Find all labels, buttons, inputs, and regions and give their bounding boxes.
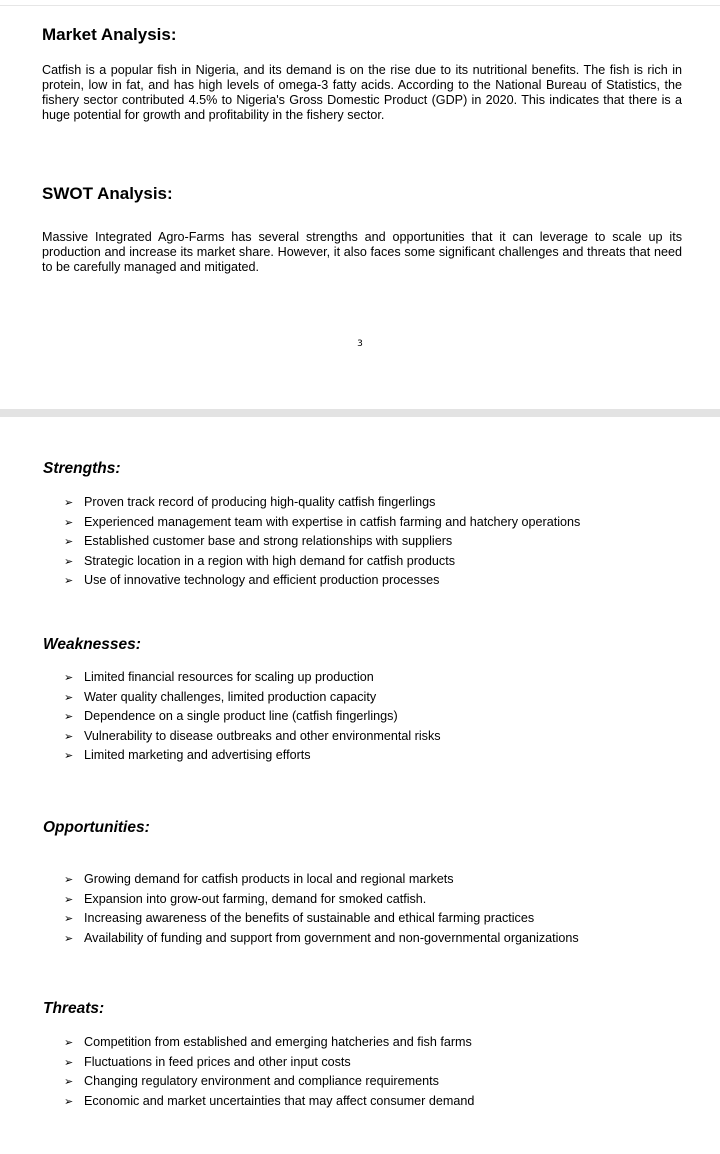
list-item-text: Established customer base and strong relationships with suppliers [84, 534, 453, 549]
list-item [64, 688, 441, 708]
list-item [64, 929, 579, 949]
list-item [64, 668, 441, 688]
list-item-text: Changing regulatory environment and compliance requirements [84, 1074, 439, 1089]
document-page-4 [0, 417, 720, 1154]
list-item [64, 1053, 474, 1073]
arrow-bullet-icon: ➢ [64, 1055, 74, 1069]
opportunities-list [64, 870, 579, 948]
arrow-bullet-icon: ➢ [64, 535, 74, 549]
threats-heading: Threats: [43, 1000, 105, 1017]
arrow-bullet-icon: ➢ [64, 710, 74, 724]
weaknesses-heading: Weaknesses: [43, 636, 141, 653]
market-analysis-heading: Market Analysis: [42, 25, 177, 44]
list-item [64, 571, 580, 591]
arrow-bullet-icon: ➢ [64, 496, 74, 509]
list-item [64, 870, 579, 890]
list-item-text: Limited financial resources for scaling up production [84, 670, 374, 684]
list-item [64, 532, 580, 552]
arrow-bullet-icon: ➢ [64, 574, 74, 588]
swot-analysis-heading: SWOT Analysis: [42, 184, 173, 203]
arrow-bullet-icon: ➢ [64, 690, 74, 704]
list-item [64, 727, 441, 747]
list-item [64, 493, 580, 513]
list-item [64, 909, 579, 929]
market-analysis-paragraph: Catfish is a popular fish in Nigeria, and its demand is on the rise due to its nutritional benefits. The fish is rich in protein, low in fat, and has high levels of omega-3 fatty acids. According to the National Bureau of Statistics, the fishery sector contributed 4.5% to Nigeria's Gross Domestic Product (GDP) in 2020. This indicates that there is a huge potential for growth and profitability in the fishery sector. [42, 63, 682, 122]
document-page-3 [0, 6, 720, 409]
list-item-text: Economic and market uncertainties that may affect consumer demand [84, 1093, 475, 1108]
list-item [64, 746, 441, 766]
strengths-heading: Strengths: [43, 460, 121, 477]
arrow-bullet-icon: ➢ [64, 1094, 74, 1108]
arrow-bullet-icon: ➢ [64, 931, 74, 945]
list-item-text: Limited marketing and advertising efforts [84, 748, 311, 763]
arrow-bullet-icon: ➢ [64, 873, 74, 886]
list-item [64, 1092, 474, 1112]
arrow-bullet-icon: ➢ [64, 749, 74, 763]
opportunities-heading: Opportunities: [43, 819, 150, 836]
list-item-text: Experienced management team with expertise in catfish farming and hatchery operations [84, 514, 581, 529]
arrow-bullet-icon: ➢ [64, 671, 74, 684]
threats-list [64, 1033, 474, 1111]
list-item [64, 890, 579, 910]
list-item-text: Proven track record of producing high-quality catfish fingerlings [84, 495, 436, 509]
list-item [64, 552, 580, 572]
list-item [64, 707, 441, 727]
arrow-bullet-icon: ➢ [64, 1075, 74, 1089]
arrow-bullet-icon: ➢ [64, 554, 74, 568]
list-item-text: Use of innovative technology and efficient production processes [84, 573, 440, 588]
list-item-text: Fluctuations in feed prices and other input costs [84, 1054, 351, 1069]
page-number: 3 [357, 339, 363, 349]
arrow-bullet-icon: ➢ [64, 729, 74, 743]
arrow-bullet-icon: ➢ [64, 892, 74, 906]
list-item-text: Growing demand for catfish products in local and regional markets [84, 872, 454, 886]
page-separator [0, 409, 720, 417]
list-item-text: Water quality challenges, limited production capacity [84, 689, 377, 704]
strengths-list [64, 493, 580, 591]
list-item [64, 1072, 474, 1092]
list-item-text: Expansion into grow-out farming, demand for smoked catfish. [84, 891, 427, 906]
list-item-text: Competition from established and emerging hatcheries and fish farms [84, 1035, 472, 1049]
list-item-text: Dependence on a single product line (catfish fingerlings) [84, 709, 398, 724]
swot-analysis-paragraph: Massive Integrated Agro-Farms has several strengths and opportunities that it can leverage to scale up its production and increase its market share. However, it also faces some significant challenges and threats that need to be carefully managed and mitigated. [42, 230, 682, 274]
list-item [64, 513, 580, 533]
list-item-text: Availability of funding and support from government and non-governmental organizations [84, 930, 579, 945]
weaknesses-list [64, 668, 441, 766]
list-item-text: Vulnerability to disease outbreaks and other environmental risks [84, 728, 441, 743]
list-item-text: Strategic location in a region with high demand for catfish products [84, 553, 456, 568]
arrow-bullet-icon: ➢ [64, 912, 74, 926]
list-item-text: Increasing awareness of the benefits of sustainable and ethical farming practices [84, 911, 535, 926]
list-item [64, 1033, 474, 1053]
arrow-bullet-icon: ➢ [64, 1036, 74, 1049]
arrow-bullet-icon: ➢ [64, 515, 74, 529]
